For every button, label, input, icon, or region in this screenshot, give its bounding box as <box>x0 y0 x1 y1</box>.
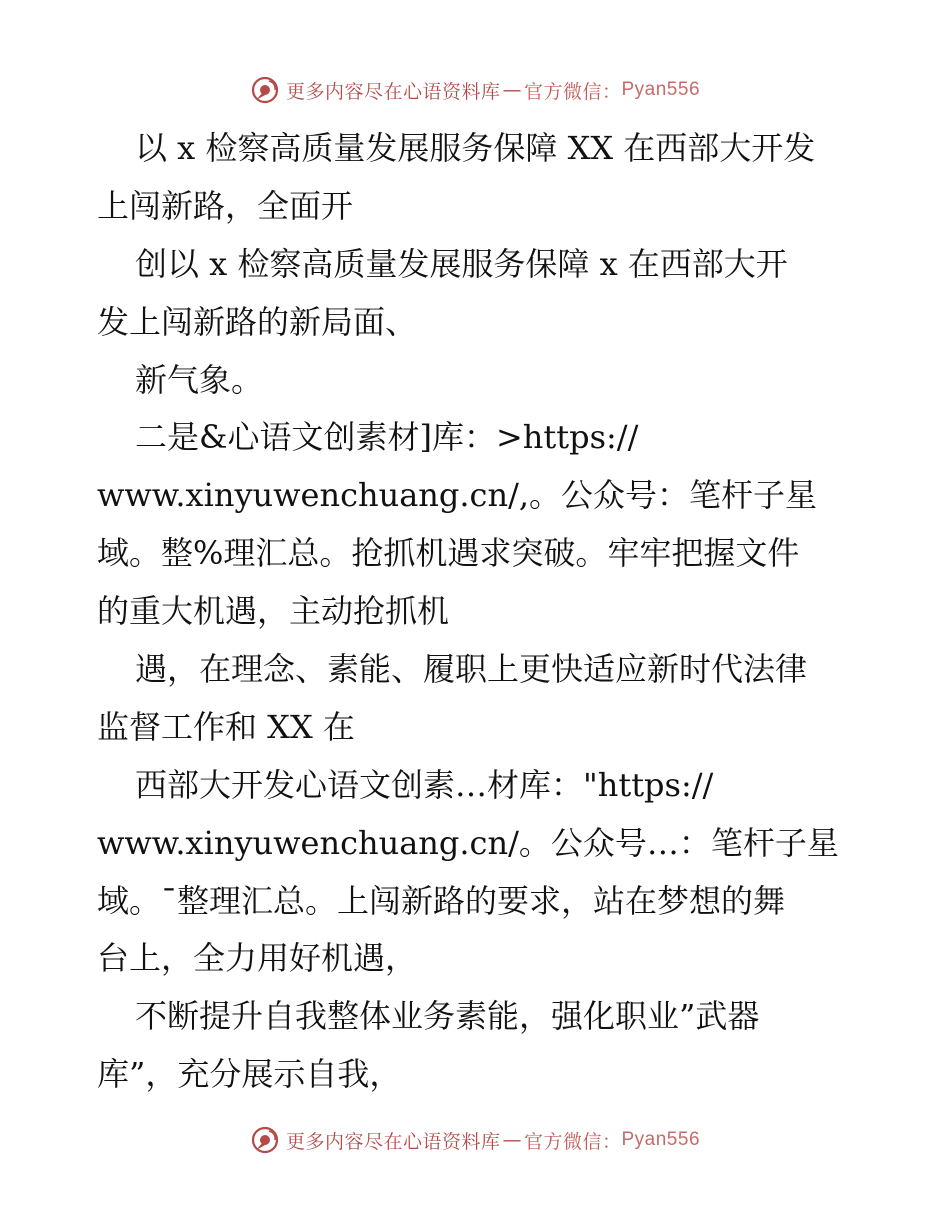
text-line: 上闯新路，全面开 <box>97 186 354 225</box>
text-line: 新气象。 <box>135 360 264 399</box>
text-line: www.xinyuwenchuang.cn/。公众号…：笔杆子星 <box>97 823 839 862</box>
text-line: 遇，在理念、素能、履职上更快适应新时代法律 <box>135 650 808 689</box>
text-line: 库”，充分展示自我， <box>97 1055 402 1094</box>
footer-separator: — <box>502 1129 522 1151</box>
pen-logo-icon <box>250 1125 280 1155</box>
text-line: 创以 x 检察高质量发展服务保障 x 在西部大开 <box>135 244 788 283</box>
pen-logo-icon <box>250 75 280 105</box>
text-line: 发上闯新路的新局面、 <box>97 302 418 341</box>
text-line: 域。¯整理汇总。上闯新路的要求，站在梦想的舞 <box>97 881 786 920</box>
text-line: 不断提升自我整体业务素能，强化职业”武器 <box>135 997 760 1036</box>
header-wechat-label: 官方微信： <box>523 80 622 103</box>
text-line: 台上，全力用好机遇， <box>97 939 418 978</box>
text-line: 域。整%理汇总。抢抓机遇求突破。牢牢把握文件 <box>97 534 800 573</box>
footer-wechat-label: 官方微信： <box>523 1130 622 1153</box>
footer-banner <box>0 1122 950 1158</box>
header-site-text: 更多内容尽在心语资料库 <box>285 80 501 103</box>
text-line: 西部大开发心语文创素…材库："https:// <box>135 765 714 804</box>
footer-wechat-id: Pyan556 <box>621 1129 701 1150</box>
header-wechat-id: Pyan556 <box>621 79 701 100</box>
text-line: 以 x 检察高质量发展服务保障 XX 在西部大开发 <box>135 129 816 167</box>
text-line: 监督工作和 XX 在 <box>97 707 355 746</box>
header-banner <box>0 72 950 108</box>
header-separator: — <box>502 79 522 101</box>
text-line: www.xinyuwenchuang.cn/,。公众号：笔杆子星 <box>97 476 818 515</box>
footer-site-text: 更多内容尽在心语资料库 <box>285 1130 501 1153</box>
document-body <box>97 120 877 1104</box>
text-line: 二是&心语文创素材]库：>https:// <box>135 418 639 457</box>
text-line: 的重大机遇，主动抢抓机 <box>97 592 450 631</box>
